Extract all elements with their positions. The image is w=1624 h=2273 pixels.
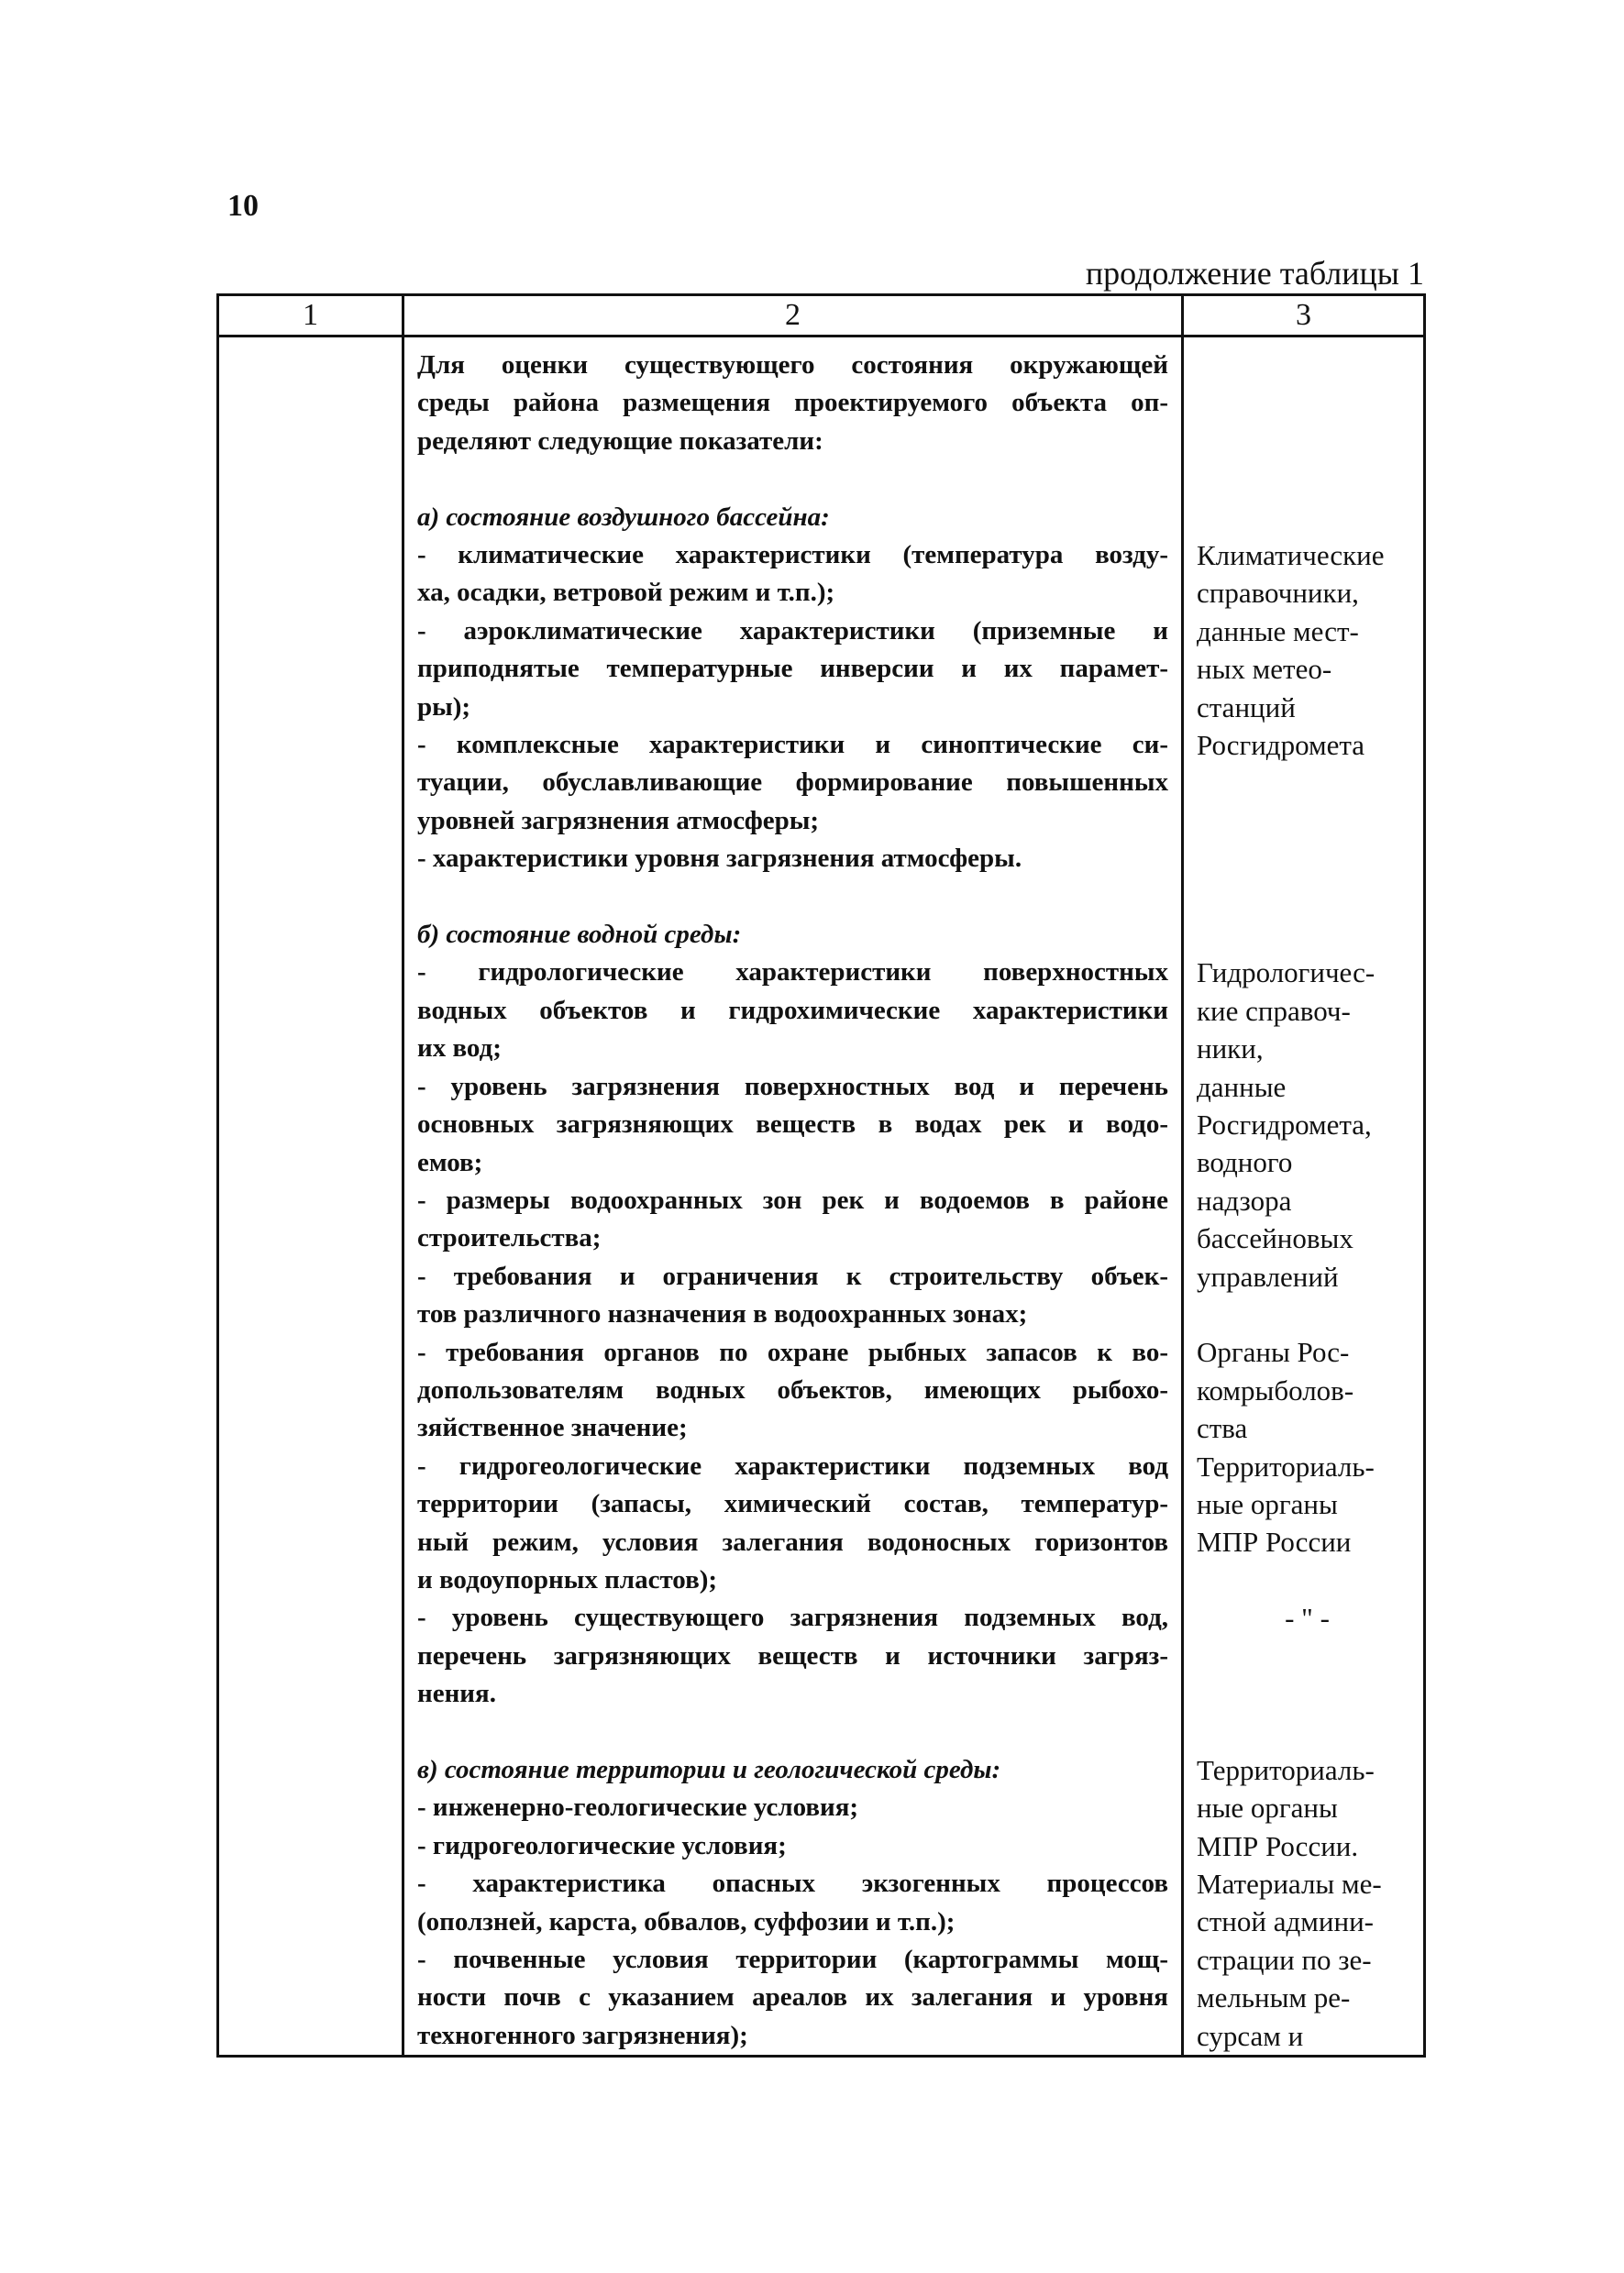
section-a-line: - аэроклиматические характеристики (приземные и	[417, 615, 1168, 645]
section-b-line: - гидрологические характеристики поверхностных	[417, 957, 1168, 988]
section-b-line: емов;	[417, 1147, 483, 1177]
section-c-source-line: Территориаль-	[1197, 1753, 1375, 1786]
section-b-line: допользователям водных объектов, имеющих рыбохо-	[417, 1374, 1168, 1405]
column-header-3: 3	[1183, 295, 1425, 337]
section-a-line: туации, обуславливающие формирование повышенных	[417, 767, 1168, 798]
column-header-1: 1	[218, 295, 403, 337]
section-c-source-line: страции по зе-	[1197, 1943, 1372, 1976]
section-a-title: а) состояние воздушного бассейна:	[417, 502, 830, 532]
section-b-source-line: ные органы	[1197, 1488, 1338, 1521]
section-c-line: ности почв с указанием ареалов их залегания и уровня	[417, 1982, 1168, 2013]
section-b-line: перечень загрязняющих веществ и источники загряз-	[417, 1640, 1168, 1671]
requirements-table	[216, 293, 1426, 2058]
section-b-source-line: комрыболов-	[1197, 1374, 1354, 1407]
section-c-line: - инженерно-геологические условия;	[417, 1793, 859, 1823]
section-a-line: приподнятые температурные инверсии и их парамет-	[417, 654, 1168, 684]
section-b-source-line: Росгидромета,	[1197, 1108, 1372, 1141]
section-b-line: их вод;	[417, 1033, 502, 1064]
intro-line: ределяют следующие показатели:	[417, 425, 823, 456]
section-a-line: - климатические характеристики (температура возду-	[417, 540, 1168, 570]
section-b-line: водных объектов и гидрохимические характеристики	[417, 995, 1168, 1025]
section-c-line: (оползней, карста, обвалов, суффозии и т.п.);	[417, 1906, 956, 1936]
table-continuation-label: продолжение таблицы 1	[1085, 255, 1424, 292]
section-c-source-line: МПР России.	[1197, 1829, 1359, 1862]
section-b-source-line: кие справоч-	[1197, 994, 1351, 1027]
section-a-line: ры);	[417, 691, 471, 722]
ditto-mark: - " -	[1285, 1602, 1330, 1635]
section-a-source-line: ных метео-	[1197, 653, 1332, 686]
section-b-line: ный режим, условия залегания водоносных горизонтов	[417, 1527, 1168, 1557]
section-b-source-line: управлений	[1197, 1260, 1339, 1293]
table-row	[218, 337, 1425, 2057]
section-a-source-line: справочники,	[1197, 577, 1359, 610]
section-b-line: - требования и ограничения к строительству объек-	[417, 1261, 1168, 1291]
column-1-cell	[218, 337, 403, 2057]
section-b-source-line: надзора	[1197, 1184, 1292, 1217]
intro-line: среды района размещения проектируемого объекта оп-	[417, 388, 1168, 418]
column-header-2: 2	[403, 295, 1183, 337]
section-a-source-line: данные мест-	[1197, 614, 1359, 647]
section-a-line: - комплексные характеристики и синоптические си-	[417, 730, 1168, 760]
indicators-cell	[403, 337, 1183, 2057]
section-b-source-line: Органы Рос-	[1197, 1336, 1350, 1369]
section-b-source-line: водного	[1197, 1146, 1293, 1179]
section-b-source-line: Гидрологичес-	[1197, 956, 1375, 989]
section-b-line: основных загрязняющих веществ в водах рек и водо-	[417, 1109, 1168, 1140]
section-b-title: б) состояние водной среды:	[417, 920, 742, 950]
section-a-source-line: станций	[1197, 690, 1296, 723]
section-b-line: - гидрогеологические характеристики подземных вод	[417, 1451, 1168, 1481]
section-b-line: строительства;	[417, 1223, 602, 1253]
section-a-line: ха, осадки, ветровой режим и т.п.);	[417, 578, 835, 608]
section-b-line: зяйственное значение;	[417, 1413, 688, 1443]
section-b-line: - требования органов по охране рыбных запасов к во-	[417, 1337, 1168, 1367]
section-c-title: в) состояние территории и геологической среды:	[417, 1754, 1001, 1784]
section-b-source-line: данные	[1197, 1070, 1287, 1103]
sources-cell	[1183, 337, 1425, 2057]
section-c-source-line: Материалы ме-	[1197, 1868, 1382, 1901]
section-c-line: - почвенные условия территории (картограммы мощ-	[417, 1945, 1168, 1975]
section-c-line: техногенного загрязнения);	[417, 2020, 748, 2050]
intro-line: Для оценки существующего состояния окружающей	[417, 350, 1168, 380]
section-b-source-line: ства	[1197, 1412, 1248, 1445]
section-c-source-line: мельным ре-	[1197, 1981, 1351, 2014]
section-c-source-line: сурсам и	[1197, 2019, 1304, 2052]
section-b-source-line: ники,	[1197, 1032, 1264, 1065]
section-b-source-line: Территориаль-	[1197, 1450, 1375, 1483]
section-c-source-line: стной админи-	[1197, 1905, 1374, 1938]
section-b-line: - размеры водоохранных зон рек и водоемов в районе	[417, 1185, 1168, 1215]
section-b-line: территории (запасы, химический состав, температур-	[417, 1489, 1168, 1519]
section-b-line: тов различного назначения в водоохранных зонах;	[417, 1299, 1028, 1330]
section-b-source-line: МПР России	[1197, 1526, 1352, 1559]
section-b-line: - уровень загрязнения поверхностных вод и перечень	[417, 1071, 1168, 1101]
section-b-source-line: бассейновых	[1197, 1222, 1353, 1255]
section-a-line: уровней загрязнения атмосферы;	[417, 805, 820, 835]
section-c-line: - гидрогеологические условия;	[417, 1830, 787, 1860]
table-header-row	[218, 295, 1425, 337]
section-b-line: - уровень существующего загрязнения подземных вод,	[417, 1603, 1168, 1633]
page-number: 10	[227, 189, 259, 223]
section-a-source-line: Росгидромета	[1197, 728, 1365, 761]
section-b-line: нения.	[417, 1679, 496, 1709]
section-b-line: и водоупорных пластов);	[417, 1564, 718, 1594]
section-a-line: - характеристики уровня загрязнения атмосферы.	[417, 844, 1022, 874]
section-a-source-line: Климатические	[1197, 538, 1385, 571]
section-c-source-line: ные органы	[1197, 1792, 1338, 1825]
section-c-line: - характеристика опасных экзогенных процессов	[417, 1869, 1168, 1899]
